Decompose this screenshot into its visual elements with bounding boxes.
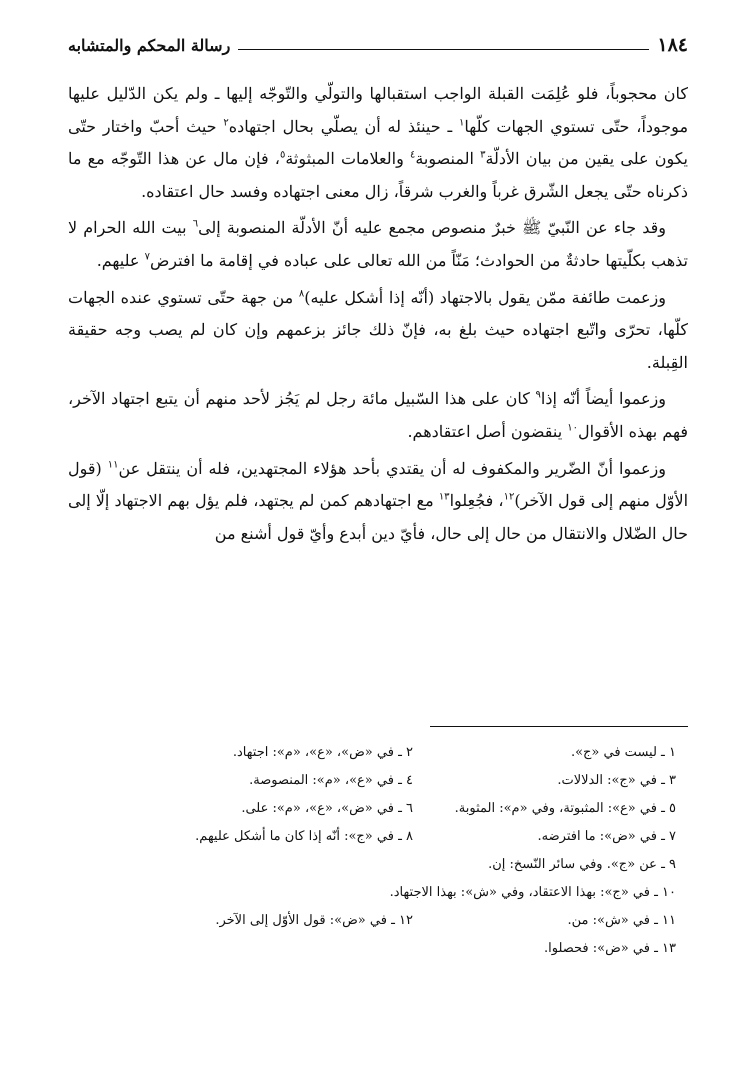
footnote-12: ١٢ ـ في «ض»: قول الأوّل إلى الآخر. (215, 912, 413, 928)
paragraph (68, 383, 688, 448)
text-run: ـ حينئذ له أن يصلّي بحال اجتهاده (228, 116, 459, 136)
text-run: وزعمت طائفة ممّن يقول بالاجتهاد (أنّه إذا أشكل عليه) (304, 287, 667, 307)
text-run: المنصوبة (415, 149, 481, 169)
footnote-2: ٢ ـ في «ض»، «ع»، «م»: اجتهاد. (232, 744, 413, 760)
footnote-marker: ٢ (223, 117, 229, 129)
footnote-row (150, 934, 676, 962)
text-run: بيت الله الحرام لا تذهب بكلّيتها حادثةٌ من الحوادث؛ مَنّاً من الله تعالى على عباده في إقامة ما افترض (68, 218, 688, 270)
footnote-5: ٥ ـ في «ع»: المثبوتة، وفي «م»: المثوبة. (454, 800, 676, 816)
footnote-separator (430, 726, 688, 727)
footnote-8: ٨ ـ في «ج»: أنّه إذا كان ما أشكل عليهم. (195, 828, 413, 844)
text-run: مع اجتهادهم كمن لم يجتهد، فلم يؤل بهم الاجتهاد إلّا إلى حال الضّلال والانتقال من حال إلى حال، فأيّ دين أبدع وأيّ قول أشنع من (68, 491, 688, 543)
footnote-row (150, 766, 676, 794)
text-run: عليهم. (96, 250, 145, 270)
footnote-9: ٩ ـ عن «ج». وفي سائر النّسخ: إن. (488, 856, 676, 872)
footnote-4: ٤ ـ في «ع»، «م»: المنصوصة. (249, 772, 413, 788)
paragraph (68, 212, 688, 277)
page-number: ١٨٤ (657, 34, 688, 56)
footnote-13: ١٣ ـ في «ض»: فحصلوا. (543, 940, 676, 956)
header-rule (238, 49, 649, 50)
footnote-row (150, 822, 676, 850)
footnote-marker: ٦ (192, 219, 199, 231)
text-run: وزعموا أنّ الضّرير والمكفوف له أن يقتدي بأحد هؤلاء المجتهدين، فله أن ينتقل عن (118, 458, 666, 478)
text-run: ، فإن مال عن هذا التّوجّه مع ما ذكرناه حتّى يجعل الشّرق غرباً والغرب شرقاً، زال معنى اجتهاده وفسد حال اعتقاده. (68, 149, 688, 201)
text-run: والعلامات المبثوثة (285, 149, 410, 169)
text-run: حيث أحبّ واختار حتّى يكون على يقين من بيان الأدلّة (68, 116, 689, 169)
text-run: كان على هذا السّبيل مائة رجل لم يَجُز لأحد منهم أن يتبع اجتهاد الآخر، فهم بهذه الأقوال (68, 389, 688, 441)
footnote-marker: ٧ (144, 251, 150, 263)
running-title: رسالة المحكم والمتشابه (68, 35, 231, 55)
footnote-marker: ١٣ (438, 491, 450, 503)
footnote-marker: ٣ (480, 149, 486, 161)
main-text (68, 78, 688, 554)
text-run: ، فجُعِلوا (449, 491, 504, 511)
paragraph (68, 282, 688, 380)
footnote-row (150, 906, 676, 934)
footnote-11: ١١ ـ في «ش»: من. (567, 912, 676, 928)
footnote-row (150, 850, 676, 878)
text-run: ينقضون أصل اعتقادهم. (407, 421, 568, 441)
footnote-row (150, 794, 676, 822)
footnote-6: ٦ ـ في «ض»، «ع»، «م»: على. (241, 800, 413, 816)
footnote-marker: ٤ (409, 149, 416, 161)
footnote-marker: ١٠ (567, 422, 578, 434)
text-run: وزعموا أيضاً أنّه إذا (540, 389, 667, 409)
footnote-marker: ١١ (107, 459, 119, 471)
footnote-row (150, 738, 676, 766)
footnotes (150, 738, 676, 962)
page-header (68, 30, 688, 60)
text-run: كان محجوباً، فلو عُلِمَت القبلة الواجب استقبالها والتولّي والتّوجّه إليها ـ ولم يكن الدّليل عليها موجوداً، حتّى تستوي الجهات كلّها (68, 84, 689, 136)
footnote-row (150, 878, 676, 906)
footnote-marker: ١٢ (503, 491, 515, 503)
footnote-10: ١٠ ـ في «ج»: بهذا الاعتقاد، وفي «ش»: بهذا الاجتهاد. (389, 884, 676, 900)
footnote-1: ١ ـ ليست في «ج». (570, 744, 676, 760)
footnote-7: ٧ ـ في «ض»: ما افترضه. (537, 828, 676, 844)
footnote-marker: ٥ (279, 149, 286, 161)
text-run: من جهة حتّى تستوي عنده الجهات كلّها، تحرّى واتّبع اجتهاده حيث بلغ به، فإنّ ذلك جائز بزعمهم وإن كان لم يصب وجه حقيقة القِبلة. (68, 287, 688, 372)
paragraph (68, 453, 688, 551)
text-run: وقد جاء عن النّبيّ ﷺ خبرٌ منصوص مجمع عليه أنّ الأدلّة المنصوبة إلى (198, 218, 667, 238)
paragraph (68, 78, 688, 208)
footnote-marker: ١ (459, 117, 465, 129)
footnote-marker: ٩ (535, 390, 541, 402)
text-run: (قول الأوّل منهم إلى قول الآخر) (68, 458, 689, 511)
footnote-3: ٣ ـ في «ج»: الدلالات. (557, 772, 676, 788)
footnote-marker: ٨ (298, 288, 305, 300)
